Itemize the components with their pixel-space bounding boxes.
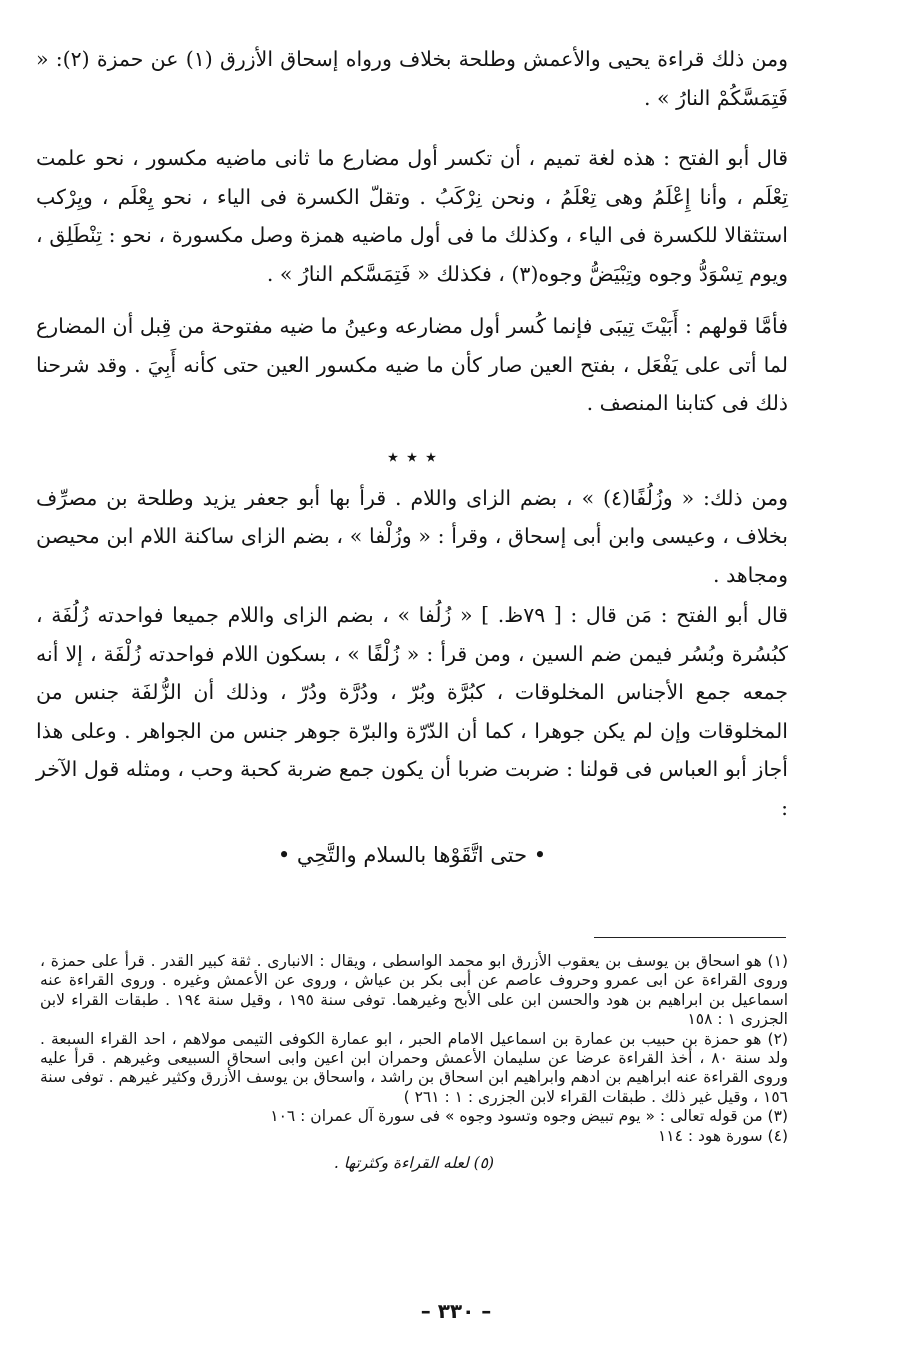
paragraph-3: فأمَّا قولهم : أَبَيْتَ تِيبَى فإنما كُسر أول مضارعه وعينُ ما ضيه مفتوحة من قِبل أن المضارع لما أتى على يَفْعَل ، بفتح العين صار كأن ما ضيه مكسور العين حتى كأنه أَبِيَ . وقد شرحنا ذلك فى كتابنا المنصف .	[36, 314, 788, 415]
footnote-1: (١) هو اسحاق بن يوسف بن يعقوب الأزرق ابو محمد الواسطى ، ويقال : الانبارى . ثقة كبير القدر . قرأ على حمزة ، وروى القراءة عن ابى عمرو وحروف عاصم عن أبى بكر بن عياش ، وروى عن الأعمش وغيره . وروى القراءة عنه اسماعيل بن ابراهيم بن هود والحسن ابن على الأبح وغيرهما. توفى سنة ١٩٥ ، وقيل سنة ١٩٤ . طبقات القراء لابن الجزرى ١ : ١٥٨	[40, 952, 788, 1029]
section-separator: ٭ ٭ ٭	[387, 444, 437, 470]
footnotes	[40, 952, 788, 1173]
verse-text: حتى اتَّقَوْها بالسلام والتَّحِي	[296, 843, 528, 867]
paragraph-2: قال أبو الفتح : هذه لغة تميم ، أن تكسر أول مضارع ما ثانى ماضيه مكسور ، نحو علمت تِعْلَم ، وأنا إِعْلَمُ وهى تِعْلَمُ ، ونحن نِرْكَبُ . وتقلّ الكسرة فى الياء ، نحو يِعْلَم ، ويِرْكب استثقالا للكسرة فى الياء ، وكذلك ما فى أول ماضيه همزة وصل مكسورة ، نحو : تِنْطَلِق ، ويوم تِسْوَدُّ وجوه وتِبْيَضُّ وجوه(٣) ، فكذلك « فَتِمَسَّكم النارُ » .	[36, 146, 788, 286]
footnote-5-handwritten: (٥) لعله القراءة وكثرتها .	[333, 1154, 495, 1173]
verse-bullet: •	[533, 843, 547, 867]
verse-bullet: •	[277, 843, 291, 867]
paragraph-5: قال أبو الفتح : مَن قال : [ ٧٩ظ. ] « زُلُفا » ، بضم الزاى واللام جميعا فواحدته زُلُفَة ، كبُسُرة وبُسُر فيمن ضم السين ، ومن قرأ : « زُلْفًا » ، بسكون اللام فواحدته زُلْفَة ، إلا أنه جمعه جمع الأجناس المخلوقات ، كبُرَّة وبُرّ ، ودُرَّة ودُرّ ، وذلك أن الزُّلفَة جنس من المخلوقات وإن لم يكن جوهرا ، كما أن الدّرّة والبرّة جوهر جنس من الجواهر . وعلى هذا أجاز أبو العباس فى قولنا : ضربت ضربا أن يكون جمع ضربة كحبة وحب ، ومثله قول الآخر :	[36, 603, 788, 820]
footnote-divider	[594, 937, 786, 938]
footnote-3: (٣) من قوله تعالى : « يوم تبيض وجوه وتسود وجوه » فى سورة آل عمران : ١٠٦	[270, 1107, 788, 1126]
verse-line	[36, 835, 788, 875]
page-number: – ٣٣٠ –	[420, 1299, 492, 1323]
paragraph-4: ومن ذلك: « وزُلُفًا(٤) » ، بضم الزاى واللام . قرأ بها أبو جعفر يزيد وطلحة بن مصرِّف بخلاف ، وعيسى وابن أبى إسحاق ، وقرأ : « وزُلْفا » ، بضم الزاى ساكنة اللام ابن محيصن ومجاهد .	[36, 485, 788, 587]
paragraph-1: ومن ذلك قراءة يحيى والأعمش وطلحة بخلاف ورواه إسحاق الأزرق (١) عن حمزة (٢): « فَتِمَسَّكُمْ النارُ » .	[36, 47, 788, 110]
footnote-4: (٤) سورة هود : ١١٤	[657, 1126, 788, 1145]
footnote-2: (٢) هو حمزة بن حبيب بن عمارة بن اسماعيل الامام الحبر ، ابو عمارة الكوفى التيمى مولاهم ، احد القراء السبعة . ولد سنة ٨٠ ، أخذ القراءة عرضا عن سليمان الأعمش وحمران ابن اعين وابى اسحاق السبيعى وغيرهم . قرأ عليه وروى القراءة عنه ابراهيم بن ادهم وابراهيم ابن اسحاق بن راشد ، واسحاق بن يوسف الأزرق وكثير غيرهم . توفى سنة ١٥٦ ، وقيل غير ذلك . طبقات القراء لابن الجزرى : ١ : ٢٦١ )	[40, 1029, 788, 1106]
main-text	[36, 40, 788, 875]
